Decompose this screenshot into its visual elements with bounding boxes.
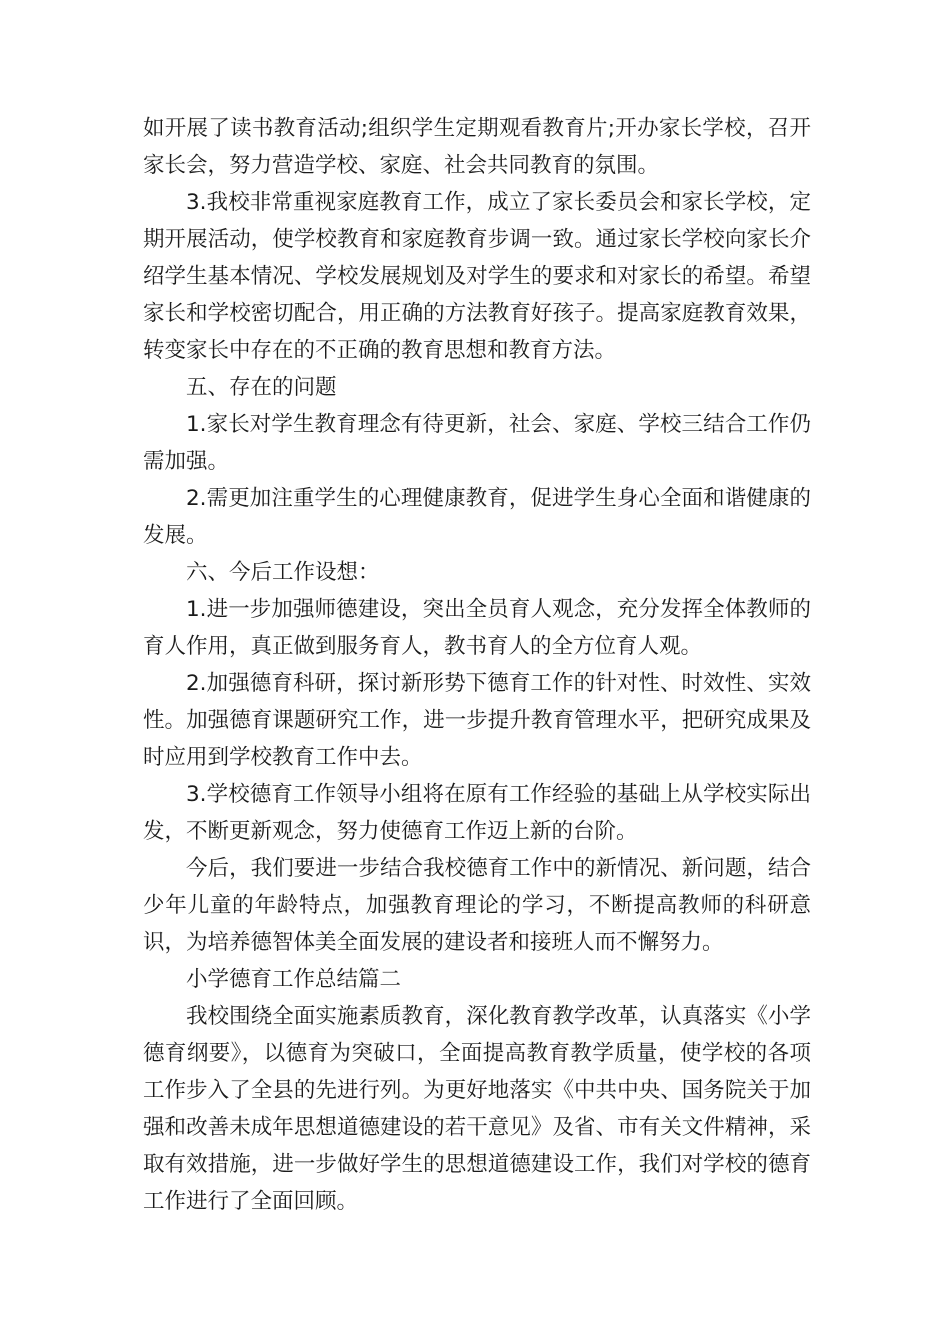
paragraph-family-education: 3.我校非常重视家庭教育工作，成立了家长委员会和家长学校，定期开展活动，使学校教育和家庭教育步调一致。通过家长学校向家长介绍学生基本情况、学校发展规划及对学生的要求和对家长的希望。希望家长和学校密切配合，用正确的方法教育好孩子。提高家庭教育效果，转变家长中存在的不正确的教育思想和教育方法。 bbox=[143, 190, 811, 363]
plan-item-2: 2.加强德育科研，探讨新形势下德育工作的针对性、时效性、实效性。加强德育课题研究工作，进一步提升教育管理水平，把研究成果及时应用到学校教育工作中去。 bbox=[143, 671, 811, 770]
paragraph-conclusion: 今后，我们要进一步结合我校德育工作中的新情况、新问题，结合少年儿童的年龄特点，加强教育理论的学习，不断提高教师的科研意识，为培养德智体美全面发展的建设者和接班人而不懈努力。 bbox=[143, 856, 811, 955]
section-heading-problems: 五、存在的问题 bbox=[186, 375, 337, 400]
plan-item-3: 3.学校德育工作领导小组将在原有工作经验的基础上从学校实际出发，不断更新观念，努力使德育工作迈上新的台阶。 bbox=[143, 782, 811, 844]
plan-item-1: 1.进一步加强师德建设，突出全员育人观念，充分发挥全体教师的育人作用，真正做到服务育人，教书育人的全方位育人观。 bbox=[143, 597, 811, 659]
problem-item-2: 2.需更加注重学生的心理健康教育，促进学生身心全面和谐健康的发展。 bbox=[143, 486, 811, 548]
document-body bbox=[143, 110, 811, 1220]
section-heading-future-plans: 六、今后工作设想： bbox=[186, 560, 380, 585]
paragraph-continuation: 如开展了读书教育活动;组织学生定期观看教育片;开办家长学校，召开家长会，努力营造学校、家庭、社会共同教育的氛围。 bbox=[143, 116, 811, 178]
paragraph-part-two-intro: 我校围绕全面实施素质教育，深化教育教学改革，认真落实《小学德育纲要》，以德育为突破口，全面提高教育教学质量，使学校的各项工作步入了全县的先进行列。为更好地落实《中共中央、国务院关于加强和改善未成年思想道德建设的若干意见》及省、市有关文件精神，采取有效措施，进一步做好学生的思想道德建设工作，我们对学校的德育工作进行了全面回顾。 bbox=[143, 1004, 811, 1214]
problem-item-1: 1.家长对学生教育理念有待更新，社会、家庭、学校三结合工作仍需加强。 bbox=[143, 412, 811, 474]
article-title-part-two: 小学德育工作总结篇二 bbox=[186, 967, 402, 992]
